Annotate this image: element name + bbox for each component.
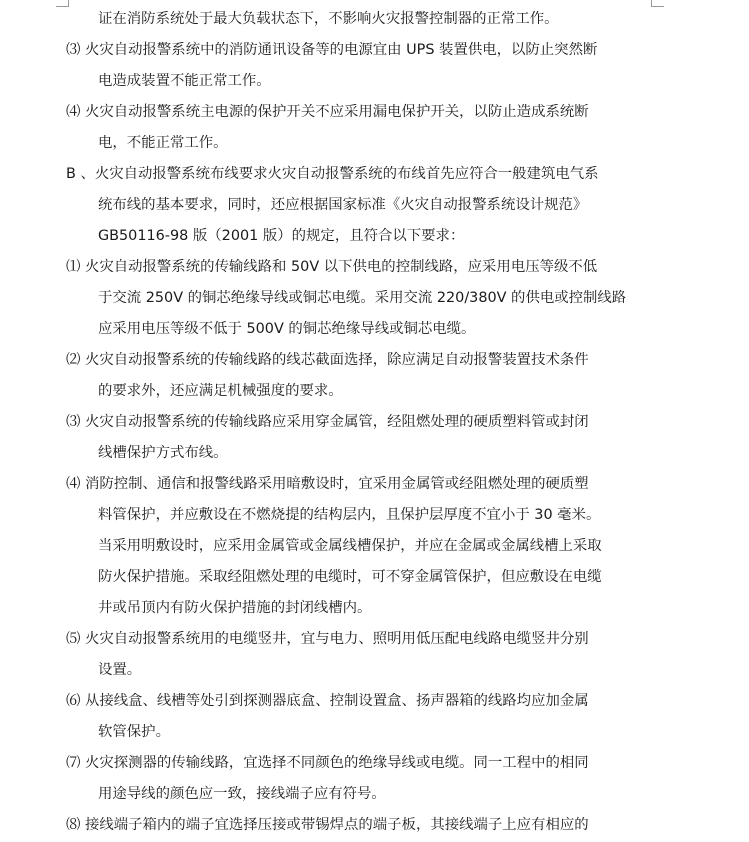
paragraph-line: ⑴ 火灾自动报警系统的传输线路和 50V 以下供电的控制线路，应采用电压等级不低 xyxy=(66,259,598,275)
paragraph-line: ⑺ 火灾探测器的传输线路，宜选择不同颜色的绝缘导线或电缆。同一工程中的相同 xyxy=(66,755,589,771)
paragraph-line: ⑸ 火灾自动报警系统用的电缆竖井，宜与电力、照明用低压配电线路电缆竖井分别 xyxy=(66,631,589,647)
paragraph-continuation-line: GB50116-98 版（2001 版）的规定，且符合以下要求： xyxy=(98,228,465,244)
paragraph-continuation-line: 软管保护。 xyxy=(98,724,170,740)
paragraph-line: ⑷ 消防控制、通信和报警线路采用暗敷设时，宜采用金属管或经阻燃处理的硬质塑 xyxy=(66,476,589,492)
paragraph-line: ⑹ 从接线盒、线槽等处引到探测器底盒、控制设置盒、扬声器箱的线路均应加金属 xyxy=(66,693,589,709)
paragraph-line: ⑷ 火灾自动报警系统主电源的保护开关不应采用漏电保护开关，以防止造成系统断 xyxy=(66,104,589,120)
paragraph-continuation-line: 井或吊顶内有防火保护措施的封闭线槽内。 xyxy=(98,600,372,616)
paragraph-continuation-line: 防火保护措施。采取经阻燃处理的电缆时，可不穿金属管保护，但应敷设在电缆 xyxy=(98,569,602,585)
paragraph-continuation-line: 应采用电压等级不低于 500V 的铜芯绝缘导线或铜芯电缆。 xyxy=(98,321,476,337)
paragraph-continuation-line: 电，不能正常工作。 xyxy=(98,135,228,151)
paragraph-continuation-line: 电造成装置不能正常工作。 xyxy=(98,73,271,89)
paragraph-continuation-line: 用途导线的颜色应一致，接线端子应有符号。 xyxy=(98,786,386,802)
paragraph-continuation-line: 的要求外，还应满足机械强度的要求。 xyxy=(98,383,343,399)
paragraph-continuation-line: 于交流 250V 的铜芯绝缘导线或铜芯电缆。采用交流 220/380V 的供电或控制线路 xyxy=(98,290,627,306)
paragraph-continuation-line: 线槽保护方式布线。 xyxy=(98,445,228,461)
paragraph-continuation-line: 证在消防系统处于最大负载状态下，不影响火灾报警控制器的正常工作。 xyxy=(98,11,559,27)
paragraph-continuation-line: 当采用明敷设时，应采用金属管或金属线槽保护，并应在金属或金属线槽上采取 xyxy=(98,538,602,554)
paragraph-continuation-line: 设置。 xyxy=(98,662,142,678)
paragraph-line: ⑻ 接线端子箱内的端子宜选择压接或带锡焊点的端子板，其接线端子上应有相应的 xyxy=(66,817,589,833)
document-body xyxy=(66,4,666,841)
paragraph-continuation-line: 料管保护，并应敷设在不燃烧提的结构层内，且保护层厚度不宜小于 30 毫米。 xyxy=(98,507,601,523)
paragraph-continuation-line: 统布线的基本要求，同时，还应根据国家标准《火灾自动报警系统设计规范》 xyxy=(98,197,588,213)
paragraph-line: ⑵ 火灾自动报警系统的传输线路的线芯截面选择，除应满足自动报警装置技术条件 xyxy=(66,352,589,368)
paragraph-line: B 、火灾自动报警系统布线要求火灾自动报警系统的布线首先应符合一般建筑电气系 xyxy=(66,166,599,182)
paragraph-line: ⑶ 火灾自动报警系统的传输线路应采用穿金属管，经阻燃处理的硬质塑料管或封闭 xyxy=(66,414,589,430)
paragraph-line: ⑶ 火灾自动报警系统中的消防通讯设备等的电源宜由 UPS 装置供电，以防止突然断 xyxy=(66,42,598,58)
